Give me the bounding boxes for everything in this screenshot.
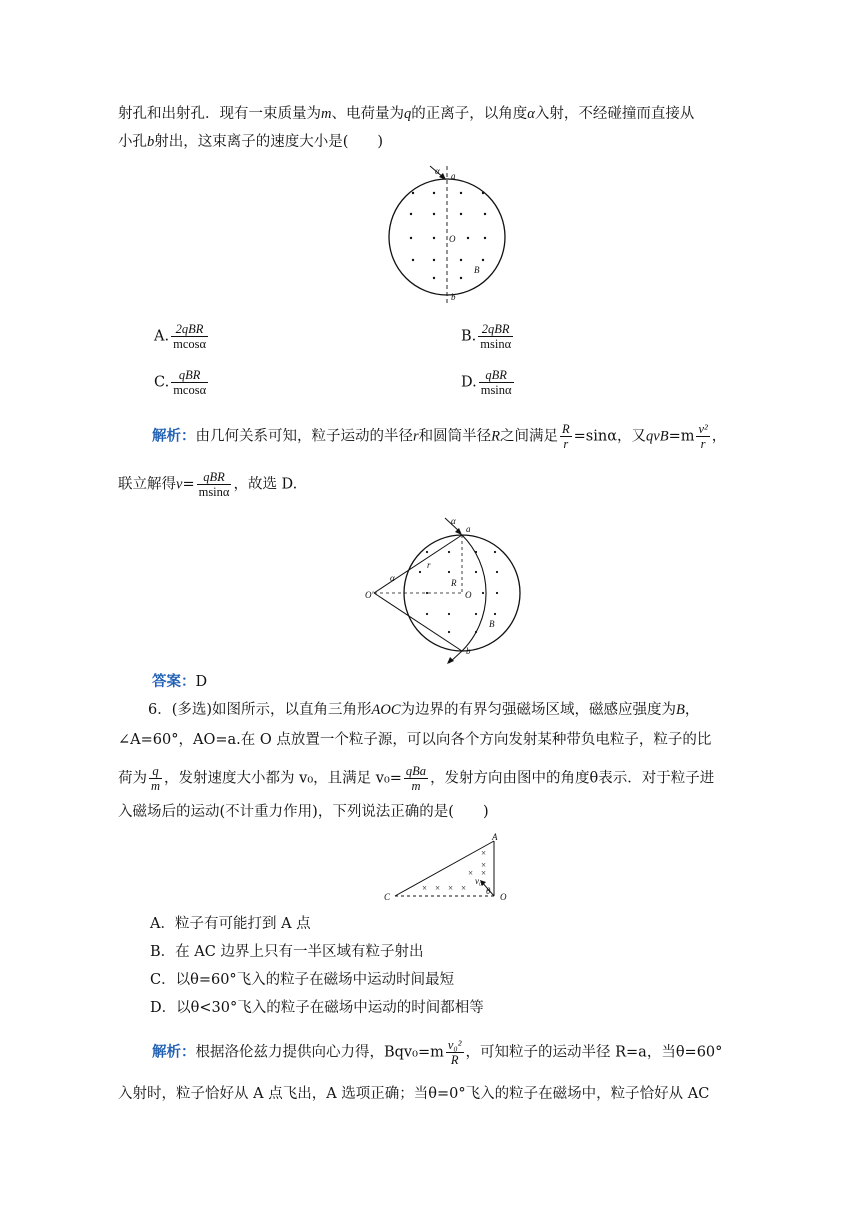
text: 小孔 bbox=[118, 134, 147, 150]
q5-option-a bbox=[154, 322, 210, 351]
label-b: b bbox=[451, 292, 456, 302]
var-q: q bbox=[403, 106, 412, 122]
text: 入磁场后的运动(不计重力作用)，下列说法正确的是( ) bbox=[118, 804, 489, 820]
denominator: msinα bbox=[480, 337, 512, 351]
text: ， bbox=[684, 702, 700, 718]
var-AOC: AOC bbox=[371, 702, 401, 718]
text: 的正离子，以角度 bbox=[411, 106, 528, 122]
q6-figure-triangle bbox=[380, 834, 520, 906]
text: ，故选 D. bbox=[233, 476, 298, 493]
var-r: r bbox=[413, 428, 419, 445]
fraction bbox=[171, 322, 208, 351]
numerator: qBR bbox=[479, 368, 514, 383]
text: ， bbox=[711, 428, 727, 445]
var-B: B bbox=[676, 702, 685, 718]
svg-text:×: × bbox=[448, 883, 454, 893]
q6-stem-line2 bbox=[118, 730, 758, 750]
label-a: a bbox=[466, 524, 471, 534]
numerator: v² bbox=[698, 422, 708, 436]
denominator: r bbox=[563, 437, 569, 451]
svg-text:×: × bbox=[422, 883, 428, 893]
q5-stem-line1 bbox=[118, 104, 758, 124]
text: 6．(多选)如图所示，以直角三角形 bbox=[148, 702, 372, 718]
text: ∠A=60°，AO=a.在 O 点放置一个粒子源，可以向各个方向发射某种带负电粒子，粒子的比 bbox=[118, 732, 712, 748]
q6-analysis-line1 bbox=[152, 1038, 792, 1067]
var-R: R bbox=[491, 428, 501, 445]
q6-stem-line1 bbox=[148, 700, 788, 720]
numerator: 2qBR bbox=[171, 322, 208, 337]
label-B: B bbox=[474, 265, 480, 275]
numerator: q bbox=[149, 764, 162, 779]
option-letter: A. bbox=[154, 328, 170, 345]
field-crosses bbox=[422, 848, 486, 893]
svg-text:×: × bbox=[481, 848, 487, 858]
denominator: R bbox=[450, 1053, 459, 1067]
svg-text:×: × bbox=[435, 883, 441, 893]
arrow-head-out bbox=[447, 657, 454, 664]
q5-answer bbox=[152, 672, 792, 692]
text: 和圆筒半径 bbox=[418, 428, 492, 445]
fraction bbox=[479, 368, 514, 397]
label-alpha-left: α bbox=[390, 573, 395, 583]
label-v0: v₀ bbox=[475, 876, 483, 886]
denominator: mcosα bbox=[173, 383, 207, 397]
analysis-label: 解析： bbox=[152, 1043, 196, 1061]
q5-stem-line2 bbox=[118, 132, 758, 152]
q5-option-b bbox=[461, 322, 515, 351]
text: 联立解得 bbox=[118, 476, 176, 493]
q6-option-d bbox=[150, 998, 790, 1018]
answer-value: D bbox=[195, 674, 208, 690]
numerator: qBR bbox=[171, 368, 208, 383]
option-letter: C. bbox=[154, 374, 170, 391]
text: 入射时，粒子恰好从 A 点飞出，A 选项正确；当θ=0°飞入的粒子在磁场中，粒子恰好从 AC bbox=[118, 1086, 710, 1102]
q5-analysis-line2 bbox=[118, 470, 758, 499]
q5-option-c bbox=[154, 368, 210, 397]
text: ，发射速度大小都为 v₀，且满足 v₀= bbox=[164, 770, 402, 787]
text: 为边界的有界匀强磁场区域，磁感应强度为 bbox=[400, 702, 677, 718]
q5-option-d bbox=[461, 368, 516, 397]
radius-top bbox=[374, 535, 462, 593]
label-O: O bbox=[449, 234, 456, 244]
label-a: a bbox=[451, 171, 456, 181]
answer-label: 答案： bbox=[152, 673, 196, 690]
fraction bbox=[446, 1038, 464, 1067]
option-text: D．以θ<30°飞入的粒子在磁场中运动的时间都相等 bbox=[150, 1000, 484, 1016]
denominator: mcosα bbox=[173, 337, 207, 351]
q6-analysis-line2 bbox=[118, 1084, 758, 1104]
svg-text:×: × bbox=[468, 868, 474, 878]
label-O: O bbox=[500, 892, 507, 902]
analysis-label: 解析： bbox=[152, 427, 196, 445]
fraction bbox=[171, 368, 208, 397]
q6-option-a bbox=[150, 914, 790, 934]
q6-stem-line3 bbox=[118, 764, 758, 793]
numerator: v₀² bbox=[447, 1038, 462, 1052]
var-qvB: qvB bbox=[646, 428, 669, 445]
text: 荷为 bbox=[118, 770, 147, 787]
q6-option-c bbox=[150, 970, 790, 990]
denominator: m bbox=[411, 779, 421, 793]
denominator: msinα bbox=[198, 485, 230, 499]
label-alpha: α bbox=[435, 166, 440, 176]
text: =sinα，又 bbox=[573, 428, 647, 445]
denominator: m bbox=[151, 779, 161, 793]
text: 之间满足 bbox=[500, 428, 559, 445]
text: 射孔和出射孔．现有一束质量为 bbox=[118, 106, 321, 122]
label-R: R bbox=[451, 578, 457, 588]
edge-AC bbox=[395, 841, 494, 896]
text: 射出，这束离子的速度大小是( ) bbox=[154, 134, 384, 150]
fraction bbox=[560, 422, 572, 451]
label-Oprime: O' bbox=[365, 590, 374, 600]
text: 、电荷量为 bbox=[331, 106, 404, 122]
text: 根据洛伦兹力提供向心力得，Bqv₀=m bbox=[195, 1044, 444, 1061]
q6-option-b bbox=[150, 942, 790, 962]
var-v: v bbox=[176, 476, 183, 493]
label-B: B bbox=[489, 619, 495, 629]
q5-analysis-line1 bbox=[152, 422, 792, 451]
q6-stem-line4 bbox=[118, 802, 758, 822]
fraction bbox=[404, 764, 428, 793]
text: ，可知粒子的运动半径 R=a，当θ=60° bbox=[465, 1044, 723, 1061]
label-theta: θ bbox=[486, 886, 491, 896]
option-text: B．在 AC 边界上只有一半区域有粒子射出 bbox=[150, 944, 424, 960]
svg-text:×: × bbox=[461, 883, 467, 893]
option-text: A．粒子有可能打到 A 点 bbox=[150, 916, 311, 932]
text: = bbox=[182, 476, 195, 493]
text: 由几何关系可知，粒子运动的半径 bbox=[195, 428, 413, 445]
fraction bbox=[149, 764, 162, 793]
radius-bottom bbox=[374, 593, 462, 651]
var-alpha: α bbox=[527, 106, 535, 122]
var-b: b bbox=[147, 134, 155, 150]
label-alpha-top: α bbox=[451, 516, 456, 526]
fraction bbox=[696, 422, 709, 451]
label-r: r bbox=[427, 560, 431, 570]
arrow-head-in bbox=[455, 528, 462, 535]
label-b: b bbox=[466, 646, 471, 656]
var-m: m bbox=[321, 106, 332, 122]
denominator: msinα bbox=[480, 383, 512, 397]
option-text: C．以θ=60°飞入的粒子在磁场中运动时间最短 bbox=[150, 972, 455, 988]
option-letter: B. bbox=[461, 328, 477, 345]
numerator: 2qBR bbox=[478, 322, 513, 337]
svg-text:×: × bbox=[481, 868, 487, 878]
svg-text:×: × bbox=[481, 860, 487, 870]
numerator: qBR bbox=[197, 470, 232, 485]
option-letter: D. bbox=[461, 374, 477, 391]
numerator: R bbox=[562, 422, 570, 436]
fraction bbox=[197, 470, 232, 499]
label-A: A bbox=[492, 832, 498, 842]
text: =m bbox=[668, 428, 695, 445]
denominator: r bbox=[700, 437, 706, 451]
numerator: qBa bbox=[405, 764, 427, 778]
label-C: C bbox=[384, 892, 391, 902]
label-O: O bbox=[465, 590, 472, 600]
text: 入射，不经碰撞而直接从 bbox=[534, 106, 695, 122]
q5-solution-figure bbox=[365, 514, 535, 664]
q5-figure-circle bbox=[380, 160, 520, 310]
text: ，发射方向由图中的角度θ表示．对于粒子进 bbox=[430, 770, 715, 787]
fraction bbox=[478, 322, 513, 351]
